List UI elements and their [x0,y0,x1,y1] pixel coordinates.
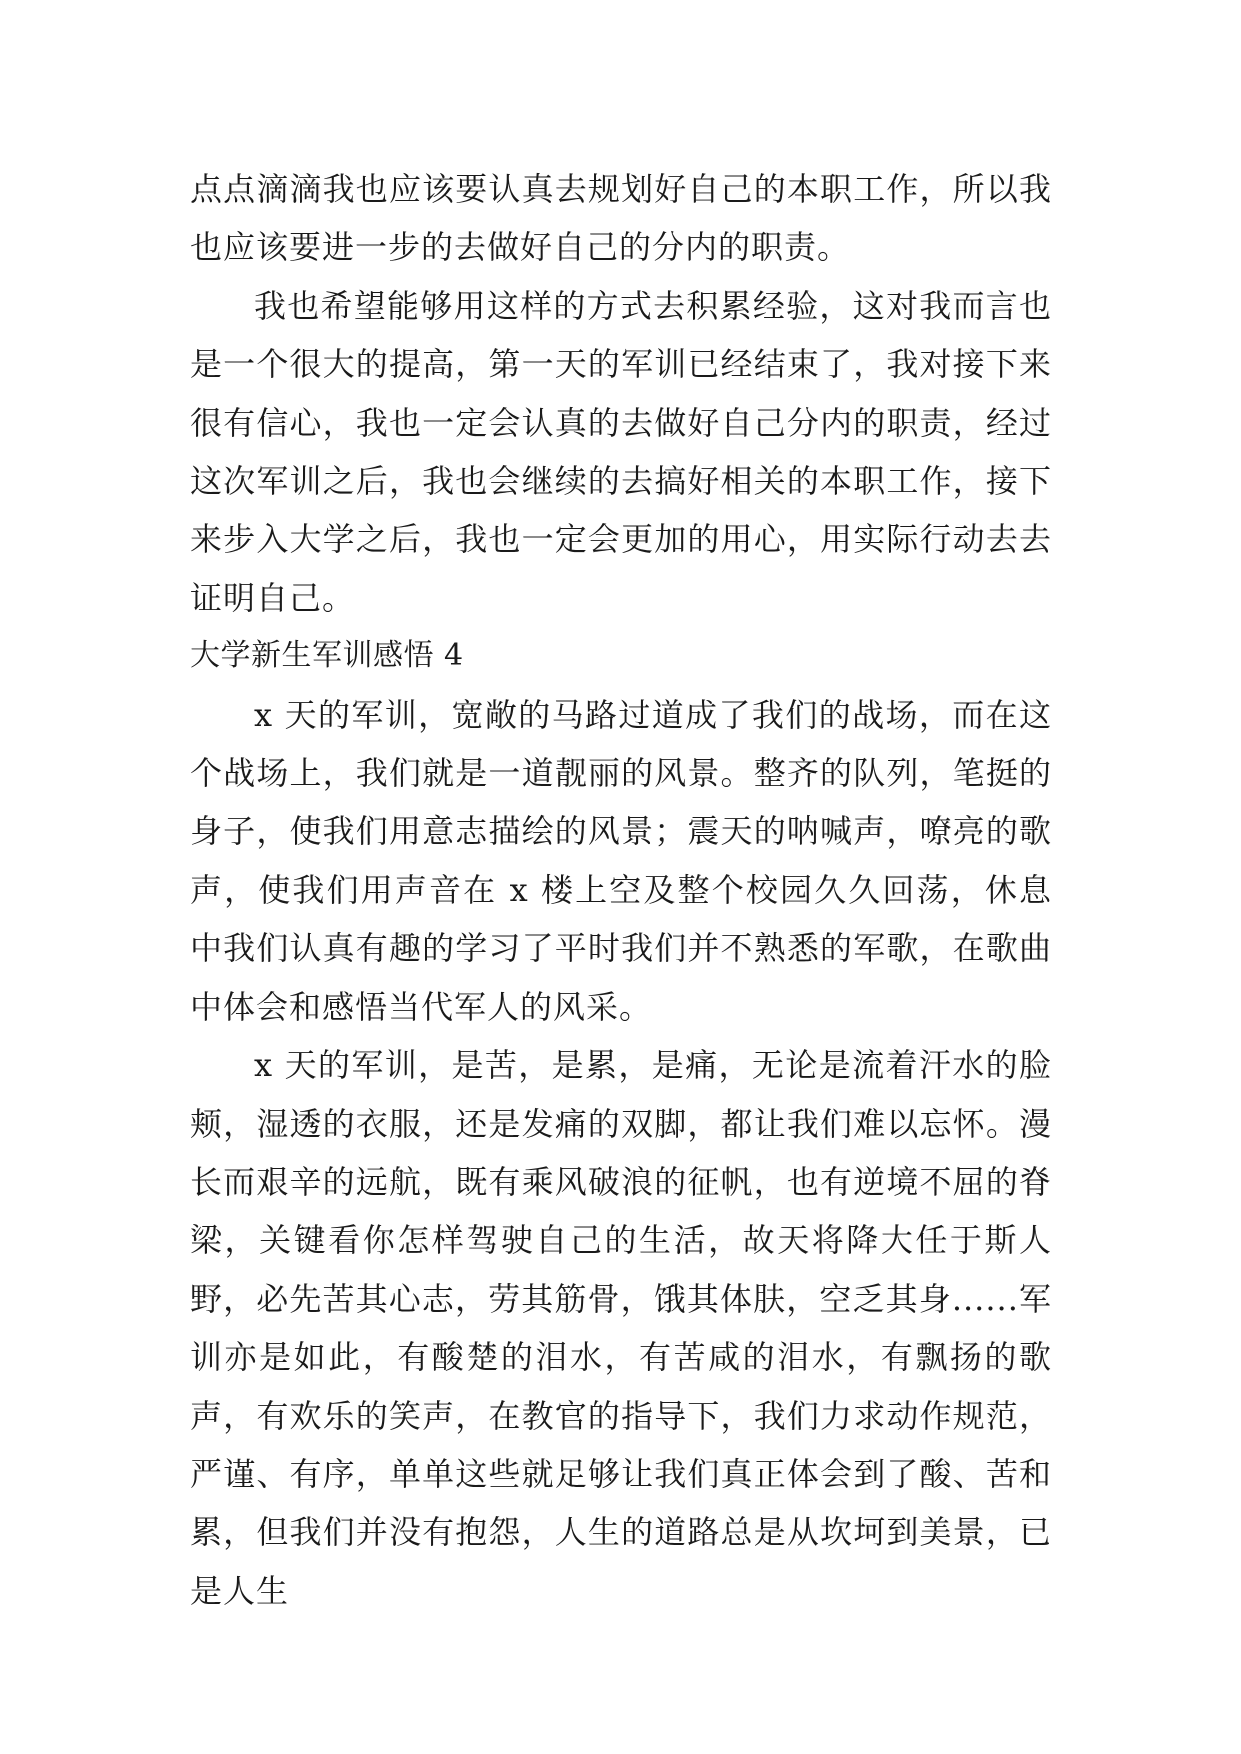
paragraph: 点点滴滴我也应该要认真去规划好自己的本职工作，所以我也应该要进一步的去做好自己的分内的职责。 [190,170,1052,267]
document-body [190,160,1052,1620]
section-heading: 大学新生军训感悟 4 [190,638,464,674]
paragraph: x 天的军训，是苦，是累，是痛，无论是流着汗水的脸颊，湿透的衣服，还是发痛的双脚，都让我们难以忘怀。漫长而艰辛的远航，既有乘风破浪的征帆，也有逆境不屈的脊梁，关键看你怎样驾驶自己的生活，故天将降大任于斯人野，必先苦其心志，劳其筋骨，饿其体肤，空乏其身......军训亦是如此，有酸楚的泪水，有苦咸的泪水，有飘扬的歌声，有欢乐的笑声，在教官的指导下，我们力求动作规范，严谨、有序，单单这些就足够让我们真正体会到了酸、苦和累，但我们并没有抱怨，人生的道路总是从坎坷到美景，已是人生 [190,1046,1052,1610]
paragraph: 我也希望能够用这样的方式去积累经验，这对我而言也是一个很大的提高，第一天的军训已经结束了，我对接下来很有信心，我也一定会认真的去做好自己分内的职责，经过这次军训之后，我也会继续的去搞好相关的本职工作，接下来步入大学之后，我也一定会更加的用心，用实际行动去去证明自己。 [190,286,1052,617]
paragraph: x 天的军训，宽敞的马路过道成了我们的战场，而在这个战场上，我们就是一道靓丽的风景。整齐的队列，笔挺的身子，使我们用意志描绘的风景；震天的呐喊声，嘹亮的歌声，使我们用声音在 x 楼上空及整个校园久久回荡，休息中我们认真有趣的学习了平时我们并不熟悉的军歌，在歌曲中体会和感悟当代军人的风采。 [190,695,1052,1026]
